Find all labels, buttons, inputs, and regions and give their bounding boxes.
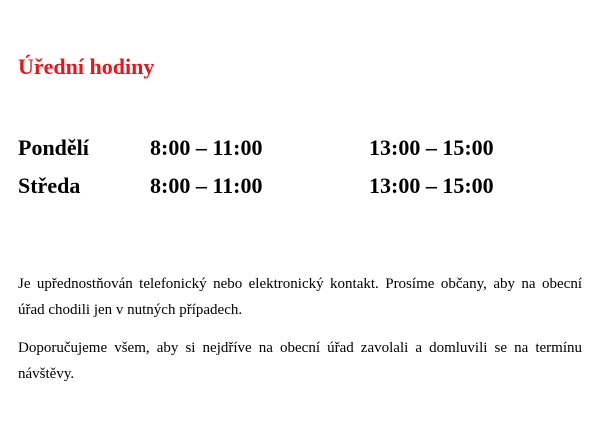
notice-paragraph: Doporučujeme všem, aby si nejdříve na obecní úřad zavolali a domluvili se na termínu návštěvy. — [18, 340, 582, 382]
afternoon-hours: 13:00 – 15:00 — [369, 135, 494, 160]
morning-hours: 8:00 – 11:00 — [150, 135, 263, 160]
office-hours-table — [18, 133, 588, 209]
notice-paragraph: Je upřednostňován telefonický nebo elektronický kontakt. Prosíme občany, aby na obecní úřad chodili jen v nutných případech. — [18, 276, 582, 318]
day-label: Středa — [18, 173, 81, 198]
notice-text — [18, 271, 582, 399]
morning-hours: 8:00 – 11:00 — [150, 173, 263, 198]
hours-row-monday — [18, 133, 588, 171]
afternoon-hours: 13:00 – 15:00 — [369, 173, 494, 198]
hours-row-wednesday — [18, 171, 588, 209]
page-title: Úřední hodiny — [18, 54, 155, 79]
day-label: Pondělí — [18, 135, 89, 160]
